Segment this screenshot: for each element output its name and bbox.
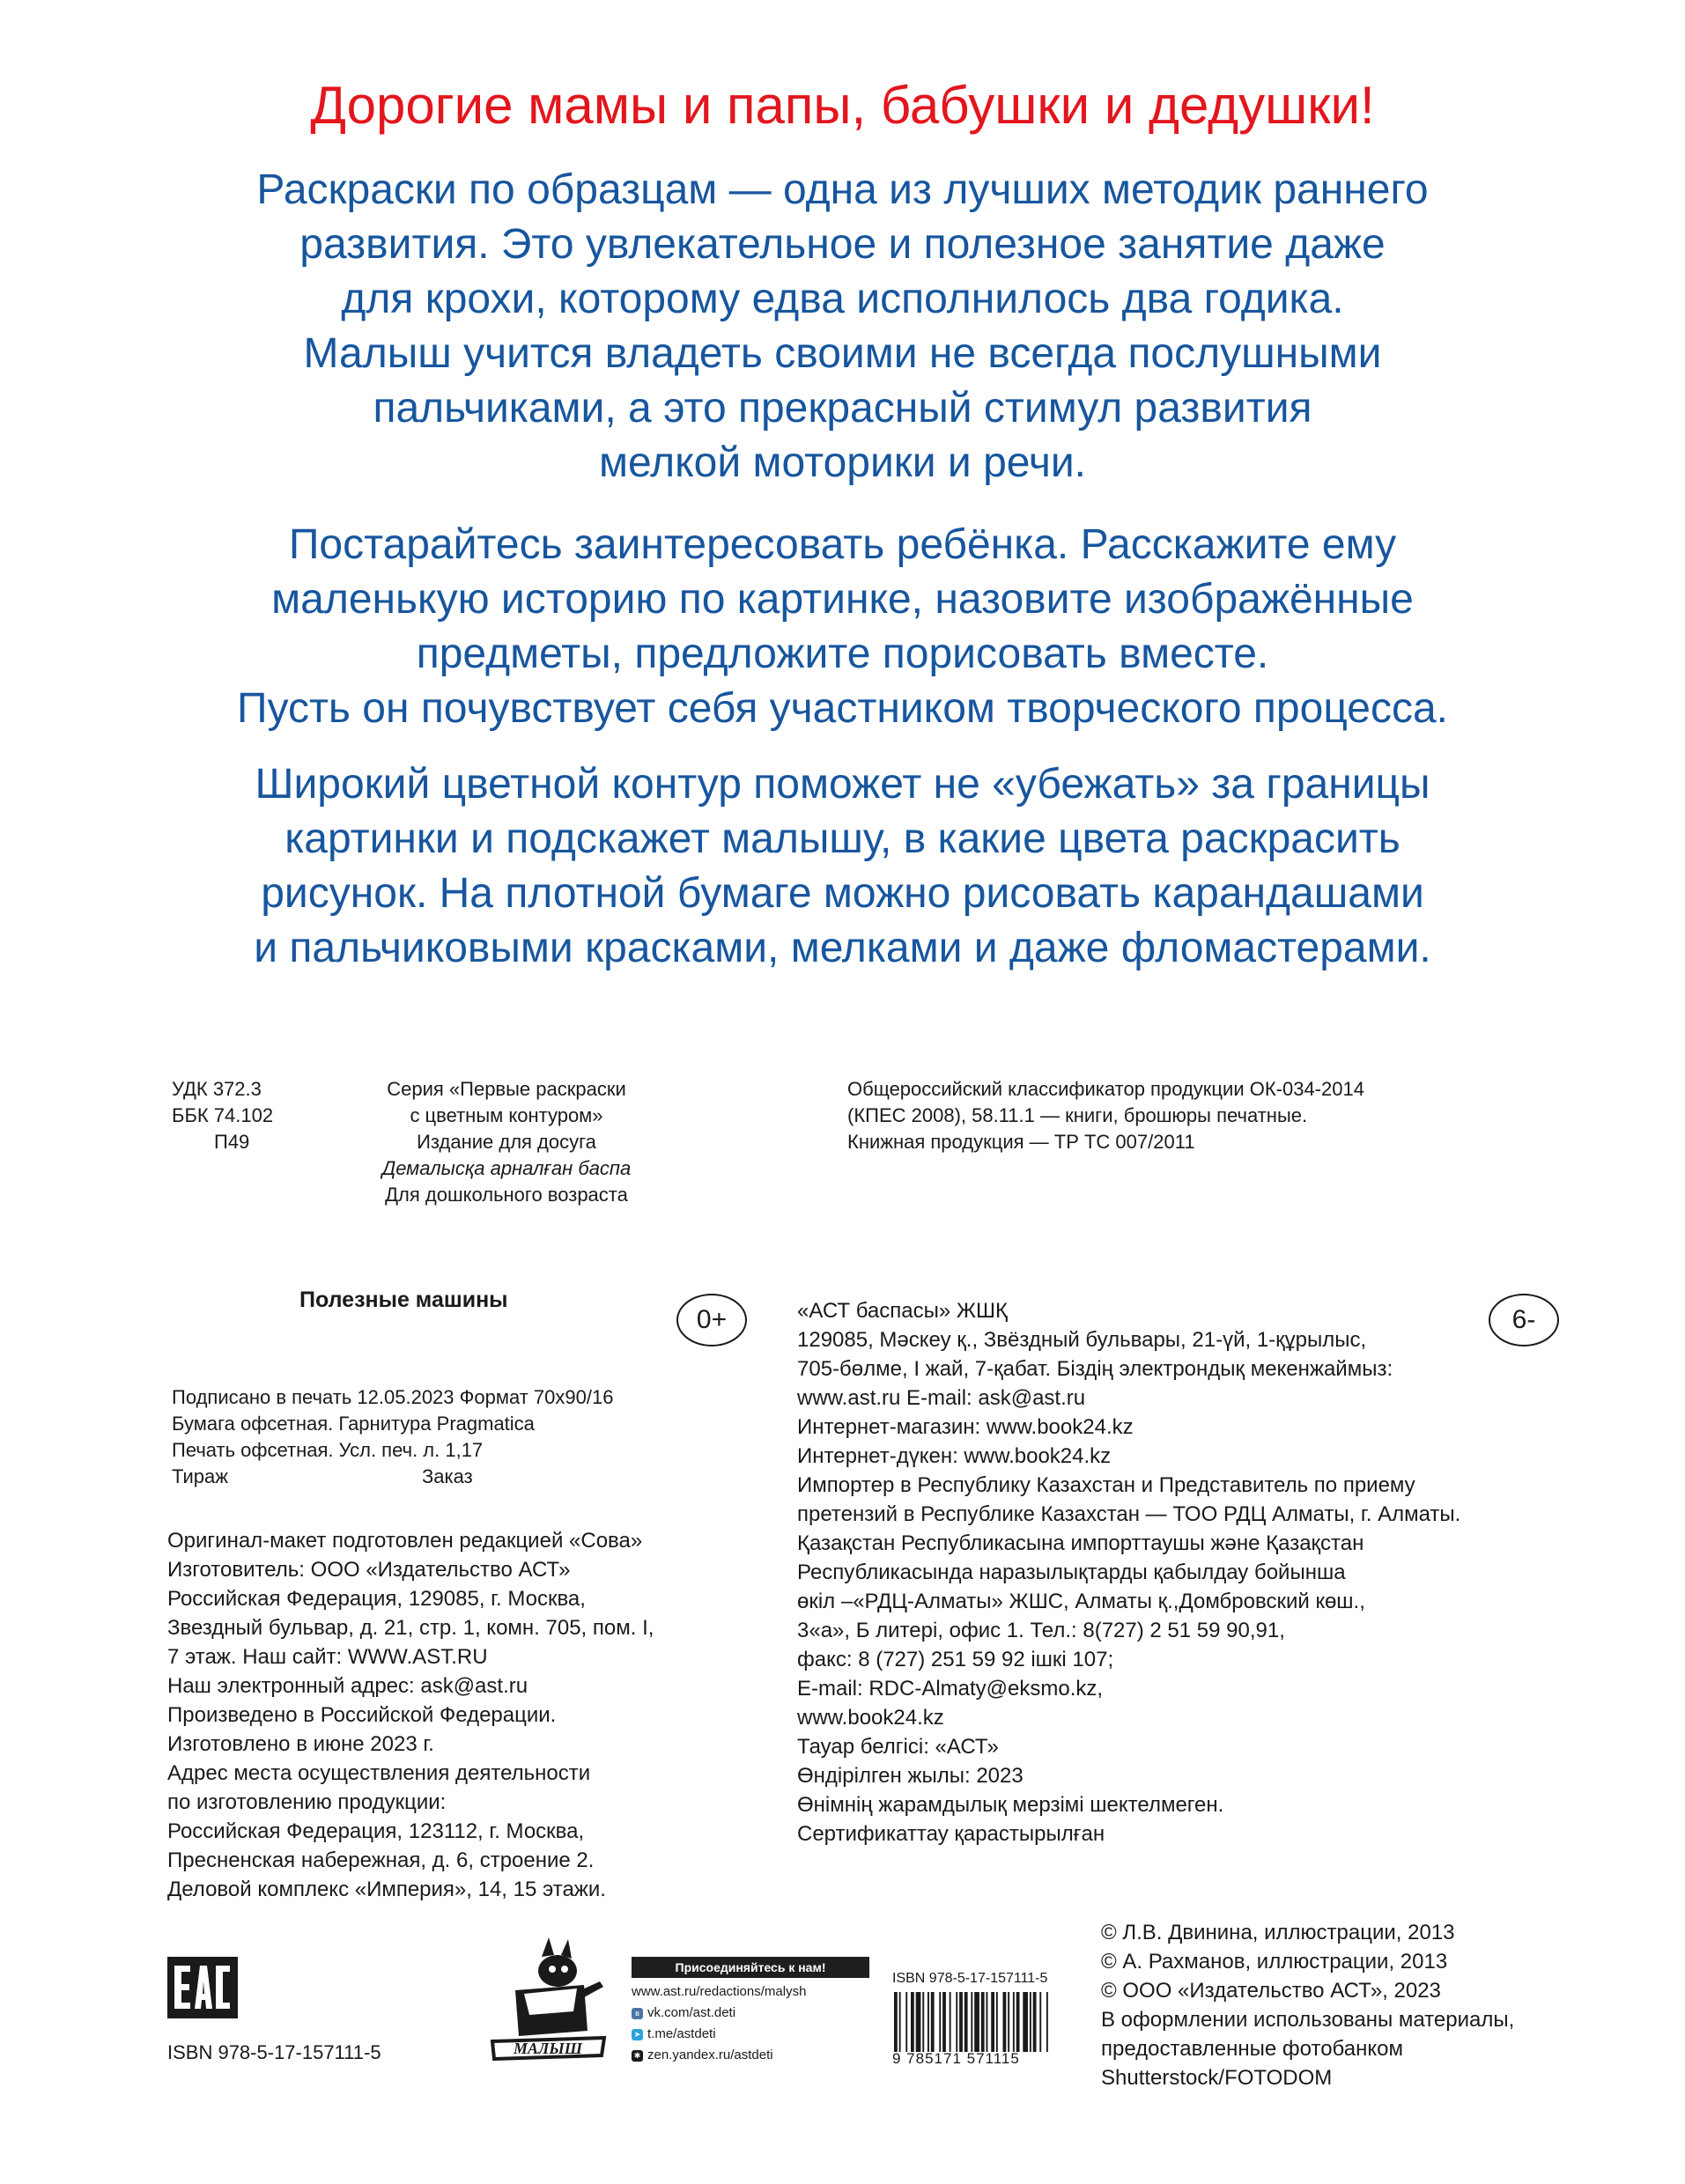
publisher-line: Қазақстан Республикасына импорттаушы және Қазақстан (797, 1531, 1364, 1555)
barcode-bar (931, 1992, 935, 2052)
edition-type-kz: Демалысқа арналған баспа (381, 1157, 632, 1179)
barcode-bar (959, 1992, 963, 2052)
print-info-line: Бумага офсетная. Гарнитура Pragmatica (172, 1413, 535, 1435)
publisher-line: www.book24.kz (797, 1706, 944, 1730)
paragraph-line: предметы, предложите порисовать вместе. (416, 631, 1269, 677)
manufacturer-line: 7 этаж. Наш сайт: WWW.AST.RU (167, 1645, 488, 1669)
page-headline: Дорогие мамы и папы, бабушки и дедушки! (310, 76, 1375, 135)
join-us-banner: Присоединяйтесь к нам! (632, 1957, 869, 1978)
publisher-line: Республикасында наразылықтарды қабылдау бойынша (797, 1561, 1346, 1584)
author-mark: П49 (214, 1131, 250, 1153)
eac-mark-icon (167, 1957, 238, 2018)
publisher-line: претензий в Республике Казахстан — ТОО РДЦ Алматы, г. Алматы. (797, 1502, 1461, 1526)
barcode-bar (991, 1992, 994, 2052)
manufacturer-line: Изготовлено в июне 2023 г. (167, 1732, 434, 1756)
series-info (317, 1076, 696, 1208)
publisher-line: 705-бөлме, I жай, 7-қабат. Біздің электрондық мекенжаймыз: (797, 1357, 1393, 1381)
barcode-bar (996, 1992, 998, 2052)
barcode-bar (981, 1992, 985, 2052)
intro-paragraph (0, 163, 1685, 491)
barcode-bar (1046, 1992, 1048, 2052)
age-rating-badge: 0+ (676, 1294, 747, 1347)
print-run-label: Тираж (172, 1465, 228, 1487)
publisher-line: Өндірілген жылы: 2023 (797, 1764, 1024, 1788)
product-classifier (847, 1076, 1364, 1155)
series-line: Серия «Первые раскраски (387, 1078, 626, 1100)
copyright-line: © ООО «Издательство АСТ», 2023 (1101, 1979, 1441, 2003)
classifier-line: Книжная продукция — ТР ТС 007/2011 (847, 1131, 1195, 1153)
publisher-line: «АСТ баспасы» ЖШҚ (797, 1299, 1008, 1323)
book-title: Полезные машины (299, 1288, 508, 1312)
barcode-bar (1030, 1992, 1031, 2052)
paragraph-line: Малыш учится владеть своими не всегда послушными (303, 330, 1382, 377)
contour-paragraph (0, 757, 1685, 976)
manufacturer-line: Российская Федерация, 129085, г. Москва, (167, 1587, 586, 1611)
print-info (172, 1384, 613, 1490)
paragraph-line: пальчиками, а это прекрасный стимул развития (373, 385, 1312, 432)
barcode-bar (956, 1992, 957, 2052)
paragraph-line: Пусть он почувствует себя участником творческого процесса. (236, 685, 1448, 732)
classifier-line: (КПЕС 2008), 58.11.1 — книги, брошюры печатные. (847, 1104, 1308, 1126)
barcode-bar (1013, 1992, 1015, 2052)
publisher-line: 3«а», Б литері, офис 1. Тел.: 8(727) 2 51 59 90,91, (797, 1619, 1285, 1642)
manufacturer-line: Оригинал-макет подготовлен редакцией «Сова» (167, 1529, 643, 1553)
barcode-bar (942, 1992, 946, 2052)
barcode-bar (922, 1992, 924, 2052)
barcode-icon (892, 1992, 1093, 2052)
publisher-line: www.ast.ru E-mail: ask@ast.ru (797, 1386, 1086, 1410)
paragraph-line: Широкий цветной контур поможет не «убежать» за границы (255, 761, 1430, 808)
telegram-icon: ➤ (632, 2029, 643, 2040)
barcode-bar (1033, 1992, 1037, 2052)
logo-text: МАЛЫШ (513, 2040, 583, 2057)
copyright-line: предоставленные фотобанком (1101, 2037, 1403, 2061)
publisher-line: Интернет-дүкен: www.book24.kz (797, 1444, 1112, 1468)
barcode-bar (911, 1992, 914, 2052)
copyright-line: В оформлении использованы материалы, (1101, 2008, 1515, 2032)
manufacturer-line: Произведено в Российской Федерации. (167, 1703, 557, 1727)
publisher-line: Сертификаттау қарастырылған (797, 1822, 1105, 1846)
manufacturer-line: Российская Федерация, 123112, г. Москва, (167, 1819, 585, 1843)
barcode-bar (939, 1992, 941, 2052)
paragraph-line: развития. Это увлекательное и полезное занятие даже (299, 221, 1386, 268)
paragraph-line: рисунок. На плотной бумаге можно рисовать карандашами (261, 870, 1424, 917)
barcode-bar (1008, 1992, 1009, 2052)
manufacturer-line: по изготовлению продукции: (167, 1790, 447, 1814)
barcode-bar (971, 1992, 972, 2052)
barcode-bar (894, 1992, 898, 2052)
publisher-line: 129085, Мәскеу қ., Звёздный бульвары, 21-үй, 1-құрылыс, (797, 1328, 1367, 1352)
telegram-link[interactable]: ➤ t.me/astdeti (632, 2024, 869, 2045)
print-info-line: Печать офсетная. Усл. печ. л. 1,17 (172, 1439, 484, 1461)
manufacturer-info (167, 1526, 654, 1904)
paragraph-line: маленькую историю по картинке, назовите изображённые (271, 576, 1414, 623)
barcode-bar (1023, 1992, 1028, 2052)
barcode-bar (899, 1992, 901, 2052)
vk-icon: в (632, 2008, 643, 2019)
print-info-line: Подписано в печать 12.05.2023 Формат 70х90/16 (172, 1386, 614, 1408)
barcode-bar (964, 1992, 968, 2052)
manufacturer-line: Деловой комплекс «Империя», 14, 15 этажи. (167, 1878, 606, 1901)
age-group: Для дошкольного возраста (385, 1184, 628, 1206)
copyright-line: © А. Рахманов, иллюстрации, 2013 (1101, 1950, 1448, 1974)
malysh-logo (489, 1937, 608, 2061)
barcode-bar (950, 1992, 951, 2052)
manufacturer-line: Адрес места осуществления деятельности (167, 1761, 591, 1785)
copyright-line: © Л.В. Двинина, иллюстрации, 2013 (1101, 1921, 1455, 1944)
paragraph-line: для крохи, которому едва исполнилось два годика. (341, 276, 1344, 322)
publisher-line: өкіл –«РДЦ-Алматы» ЖШС, Алматы қ.,Домбровский көш., (797, 1590, 1365, 1613)
paragraph-line: и пальчиковыми красками, мелками и даже фломастерами. (254, 925, 1431, 971)
publisher-kz-info (797, 1296, 1460, 1848)
barcode-bar (1039, 1992, 1041, 2052)
social-links-block (632, 1957, 869, 2066)
barcode-bar (987, 1992, 988, 2052)
publisher-line: E-mail: RDC-Almaty@eksmo.kz, (797, 1677, 1104, 1701)
manufacturer-line: Наш электронный адрес: ask@ast.ru (167, 1674, 528, 1698)
manufacturer-line: Изготовитель: ООО «Издательство АСТ» (167, 1558, 571, 1582)
classification-codes (172, 1076, 273, 1155)
edition-type: Издание для досуга (417, 1131, 596, 1153)
vk-link[interactable]: в vk.com/ast.deti (632, 2003, 869, 2024)
manufacturer-line: Звездный бульвар, д. 21, стр. 1, комн. 705, пом. I, (167, 1616, 654, 1640)
publisher-line: Интернет-магазин: www.book24.kz (797, 1415, 1134, 1439)
barcode-bar (927, 1992, 929, 2052)
barcode-bar (1003, 1992, 1007, 2052)
paragraph-line: Постарайтесь заинтересовать ребёнка. Расскажите ему (288, 521, 1397, 568)
print-run-line (172, 1464, 613, 1490)
publisher-line: факс: 8 (727) 251 59 92 ішкі 107; (797, 1648, 1114, 1671)
age-rating-badge-kz: 6- (1489, 1294, 1559, 1347)
barcode-isbn: ISBN 978-5-17-157111-5 (892, 1971, 1048, 1986)
udk-code: УДК 372.3 (172, 1078, 262, 1100)
copyright-block (1101, 1918, 1514, 2092)
paragraph-line: картинки и подскажет малышу, в какие цвета раскрасить (285, 815, 1400, 862)
order-label: Заказ (421, 1465, 473, 1487)
barcode-bar (905, 1992, 907, 2052)
paragraph-line: Раскраски по образцам — одна из лучших методик раннего (256, 166, 1429, 213)
barcode-bar (1016, 1992, 1020, 2052)
paragraph-line: мелкой моторики и речи. (598, 439, 1087, 486)
series-line: с цветным контуром» (410, 1104, 603, 1126)
copyright-line: Shutterstock/FOTODOM (1101, 2066, 1333, 2090)
zen-icon: ✱ (632, 2050, 643, 2062)
publisher-line: Өнімнің жарамдылық мерзімі шектелмеген. (797, 1793, 1224, 1817)
barcode-bar (916, 1992, 921, 2052)
isbn-text: ISBN 978-5-17-157111-5 (167, 2041, 381, 2063)
manufacturer-line: Пресненская набережная, д. 6, строение 2. (167, 1848, 595, 1872)
bbk-code: ББК 74.102 (172, 1104, 274, 1126)
publisher-line: Импортер в Республику Казахстан и Представитель по приему (797, 1473, 1415, 1497)
barcode-bar (974, 1992, 979, 2052)
barcode-digits: 9 785171 571115 (892, 2050, 1020, 2067)
advice-paragraph (0, 518, 1685, 736)
classifier-line: Общероссийский классификатор продукции ОК-034-2014 (847, 1078, 1364, 1100)
website-link[interactable]: www.ast.ru/redactions/malysh (632, 1984, 807, 1999)
zen-link[interactable]: ✱ zen.yandex.ru/astdeti (632, 2045, 869, 2066)
publisher-line: Тауар белгісі: «АСТ» (797, 1735, 999, 1759)
